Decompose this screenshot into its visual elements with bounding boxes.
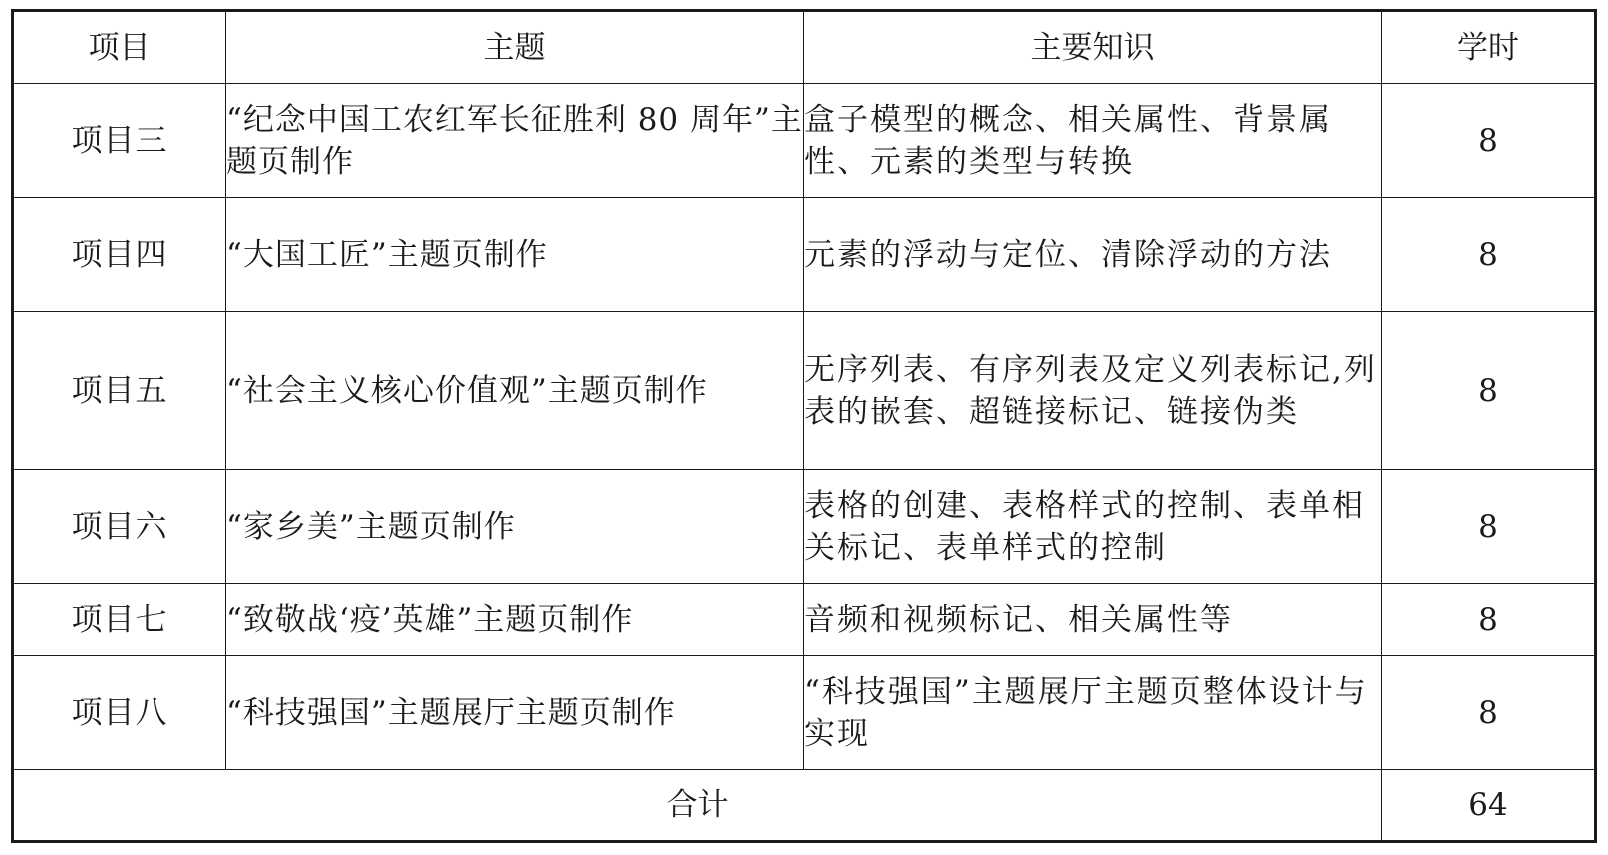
cell-knowledge: 音频和视频标记、相关属性等 bbox=[804, 584, 1382, 656]
cell-topic: “社会主义核心价值观”主题页制作 bbox=[226, 312, 804, 470]
cell-topic: “大国工匠”主题页制作 bbox=[226, 198, 804, 312]
cell-item: 项目七 bbox=[13, 584, 226, 656]
cell-item: 项目八 bbox=[13, 656, 226, 770]
cell-topic: “科技强国”主题展厅主题页制作 bbox=[226, 656, 804, 770]
cell-hours: 8 bbox=[1382, 198, 1596, 312]
total-label: 合计 bbox=[13, 770, 1382, 842]
cell-hours: 8 bbox=[1382, 656, 1596, 770]
cell-hours: 8 bbox=[1382, 470, 1596, 584]
cell-hours: 8 bbox=[1382, 312, 1596, 470]
header-knowledge: 主要知识 bbox=[804, 11, 1382, 84]
cell-item: 项目四 bbox=[13, 198, 226, 312]
cell-knowledge: 表格的创建、表格样式的控制、表单相关标记、表单样式的控制 bbox=[804, 470, 1382, 584]
total-value: 64 bbox=[1382, 770, 1596, 842]
cell-knowledge: 元素的浮动与定位、清除浮动的方法 bbox=[804, 198, 1382, 312]
table-row bbox=[13, 198, 1596, 312]
header-topic: 主题 bbox=[226, 11, 804, 84]
cell-hours: 8 bbox=[1382, 84, 1596, 198]
total-row bbox=[13, 770, 1596, 842]
cell-knowledge: “科技强国”主题展厅主题页整体设计与实现 bbox=[804, 656, 1382, 770]
header-item: 项目 bbox=[13, 11, 226, 84]
table-row bbox=[13, 312, 1596, 470]
cell-item: 项目六 bbox=[13, 470, 226, 584]
table-row bbox=[13, 584, 1596, 656]
table-row bbox=[13, 470, 1596, 584]
table-header-row bbox=[13, 11, 1596, 84]
header-hours: 学时 bbox=[1382, 11, 1596, 84]
cell-item: 项目三 bbox=[13, 84, 226, 198]
table-row bbox=[13, 84, 1596, 198]
cell-knowledge: 盒子模型的概念、相关属性、背景属性、元素的类型与转换 bbox=[804, 84, 1382, 198]
cell-topic: “家乡美”主题页制作 bbox=[226, 470, 804, 584]
cell-hours: 8 bbox=[1382, 584, 1596, 656]
cell-topic: “致敬战‘疫’英雄”主题页制作 bbox=[226, 584, 804, 656]
course-schedule-table bbox=[11, 9, 1597, 843]
cell-item: 项目五 bbox=[13, 312, 226, 470]
cell-topic: “纪念中国工农红军长征胜利 80 周年”主题页制作 bbox=[226, 84, 804, 198]
cell-knowledge: 无序列表、有序列表及定义列表标记,列表的嵌套、超链接标记、链接伪类 bbox=[804, 312, 1382, 470]
table-row bbox=[13, 656, 1596, 770]
